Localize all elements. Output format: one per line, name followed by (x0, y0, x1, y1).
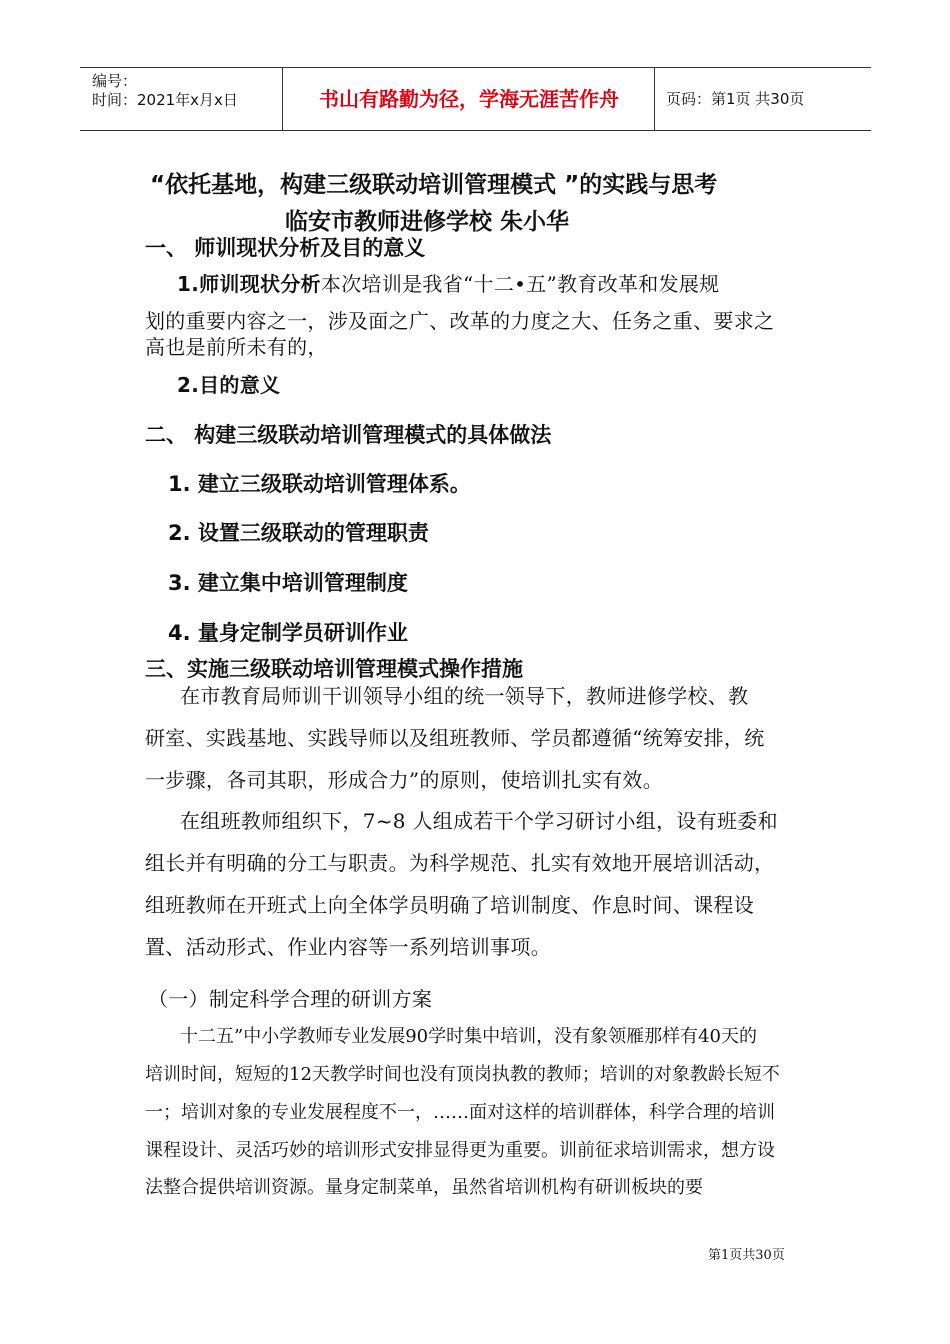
paragraph-line: 组长并有明确的分工与职责。为科学规范、扎实有效地开展培训活动， (145, 851, 775, 875)
s1-item1-line (177, 268, 719, 297)
header-divider (282, 68, 283, 130)
paragraph-line: 一步骤，各司其职，形成合力”的原则，使培训扎实有效。 (145, 768, 664, 792)
s2-list-item: 4. 量身定制学员研训作业 (168, 621, 408, 645)
section-2-heading: 二、 构建三级联动培训管理模式的具体做法 (145, 423, 552, 447)
s2-list-item: 3. 建立集中培训管理制度 (168, 571, 408, 595)
header-meta (92, 72, 238, 110)
time-label: 时间：2021年x月x日 (92, 91, 238, 109)
section-3-heading: 三、实施三级联动培训管理模式操作措施 (145, 657, 523, 681)
s1-item2-label: 2.目的意义 (177, 373, 281, 397)
paragraph-line: 十二五”中小学教师专业发展90学时集中培训，没有象领雁那样有40天的 (180, 1026, 758, 1047)
paragraph-line: 在市教育局师训干训领导小组的统一领导下，教师进修学校、教 (180, 684, 749, 708)
subsection-1-heading: （一）制定科学合理的研训方案 (148, 987, 433, 1011)
page-footer: 第1页共30页 (708, 1248, 785, 1263)
paragraph-line: 组班教师在开班式上向全体学员明确了培训制度、作息时间、课程设 (145, 893, 754, 917)
paragraph-line: 划的重要内容之一，涉及面之广、改革的力度之大、任务之重、要求之 (145, 309, 775, 333)
doc-author: 临安市教师进修学校 朱小华 (285, 209, 570, 235)
section-1-heading: 一、 师训现状分析及目的意义 (145, 236, 426, 260)
paragraph-line: 置、活动形式、作业内容等一系列培训事项。 (145, 935, 551, 959)
s2-list-item: 1. 建立三级联动培训管理体系。 (168, 472, 471, 496)
header-motto: 书山有路勤为径，学海无涯苦作舟 (319, 87, 619, 111)
paragraph-line: 研室、实践基地、实践导师以及组班教师、学员都遵循“统筹安排，统 (145, 726, 765, 750)
paragraph-line: 在组班教师组织下，7~8 人组成若干个学习研讨小组，设有班委和 (180, 809, 778, 833)
s1-item1-text: 本次培训是我省“十二•五”教育改革和发展规 (320, 272, 720, 296)
header-divider (654, 68, 655, 130)
number-label: 编号： (92, 72, 138, 90)
paragraph-line: 课程设计、灵活巧妙的培训形式安排显得更为重要。训前征求培训需求，想方设 (145, 1140, 775, 1161)
paragraph-line: 一；培训对象的专业发展程度不一，……面对这样的培训群体，科学合理的培训 (145, 1102, 775, 1123)
header-page-info: 页码：第1页 共30页 (666, 90, 805, 108)
page-header (80, 67, 871, 131)
s1-item1-label: 1.师训现状分析 (177, 272, 321, 296)
paragraph-line: 高也是前所未有的， (145, 335, 328, 359)
doc-title: “依托基地，构建三级联动培训管理模式 ”的实践与思考 (150, 172, 718, 198)
paragraph-line: 法整合提供培训资源。量身定制菜单，虽然省培训机构有研训板块的要 (145, 1177, 703, 1198)
s2-list-item: 2. 设置三级联动的管理职责 (168, 521, 429, 545)
paragraph-line: 培训时间，短短的12天教学时间也没有顶岗执教的教师；培训的对象教龄长短不 (145, 1064, 780, 1085)
